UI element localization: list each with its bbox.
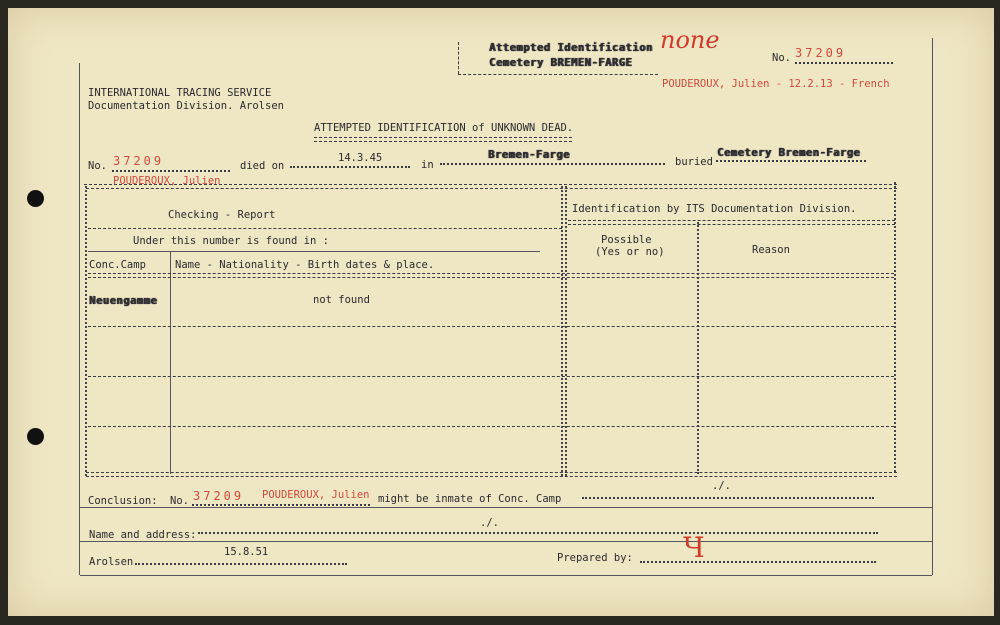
- dotted-line: [192, 504, 370, 506]
- row-line: [88, 277, 894, 278]
- reason-label: Reason: [752, 244, 790, 256]
- dotted-line: [716, 160, 866, 162]
- table-top: [86, 188, 897, 189]
- died-value: 14.3.45: [338, 152, 383, 164]
- possible-label-sub: (Yes or no): [595, 246, 665, 258]
- row-line: [88, 376, 894, 377]
- right-border: [932, 38, 933, 575]
- col-separator: [565, 186, 567, 476]
- table-top: [84, 184, 897, 185]
- row-line: [88, 228, 562, 229]
- conclusion-name: POUDEROUX, Julien: [262, 489, 370, 501]
- dotted-line: [290, 166, 410, 168]
- dotted-line: [582, 497, 874, 499]
- header-box-line2: Cemetery BREMEN-FARGE: [489, 57, 633, 69]
- header-no-value: 37209: [795, 46, 847, 60]
- died-label: died on: [240, 160, 285, 172]
- checking-report: Checking - Report: [168, 209, 276, 221]
- table-bottom: [86, 476, 897, 477]
- conclusion-value: ./.: [712, 480, 731, 492]
- dotted-line: [198, 532, 878, 534]
- under-number: Under this number is found in :: [133, 235, 329, 247]
- row-line: [568, 220, 895, 221]
- dotted-line: [640, 561, 876, 563]
- bottom-border: [80, 575, 932, 576]
- left-border: [79, 63, 80, 575]
- table-left: [85, 186, 87, 476]
- name-address-value: ./.: [480, 517, 499, 529]
- possible-label: Possible: [601, 234, 652, 246]
- row-line: [88, 426, 894, 427]
- identification-header: Identification by ITS Documentation Division.: [572, 203, 857, 215]
- divider: [80, 507, 932, 508]
- table-right: [894, 182, 896, 472]
- col-name-header: Name - Nationality - Birth dates & place.: [175, 259, 435, 271]
- header-box-left: [458, 42, 459, 74]
- dotted-line: [440, 163, 665, 165]
- conclusion-label: Conclusion:: [88, 495, 158, 507]
- dotted-line: [795, 62, 893, 64]
- prepared-label: Prepared by:: [557, 552, 633, 564]
- conclusion-no-label: No.: [170, 495, 189, 507]
- record-no-label: No.: [88, 160, 107, 172]
- record-no-value: 37209: [113, 154, 165, 168]
- buried-value: Cemetery Bremen-Farge: [717, 147, 861, 159]
- col-camp-header: Conc.Camp: [89, 259, 146, 271]
- org-line2: Documentation Division. Arolsen: [88, 100, 284, 112]
- dotted-line: [135, 563, 347, 565]
- row-line: [88, 326, 894, 327]
- person-line: POUDEROUX, Julien - 12.2.13 - French: [662, 78, 890, 90]
- row1-name: not found: [313, 294, 370, 306]
- row1-camp: Neuengamme: [89, 295, 158, 307]
- in-value: Bremen-Farge: [488, 149, 570, 161]
- in-label: in: [421, 159, 434, 171]
- col-separator: [697, 222, 699, 474]
- dotted-line: [112, 170, 230, 172]
- row-line: [568, 224, 895, 225]
- record-name: POUDEROUX, Julien: [113, 175, 221, 187]
- header-box-line1: Attempted Identification: [489, 42, 653, 54]
- conclusion-text: might be inmate of Conc. Camp: [378, 493, 562, 505]
- prepared-mark: Ч: [683, 531, 705, 564]
- table-bottom: [86, 472, 897, 473]
- org-line1: INTERNATIONAL TRACING SERVICE: [88, 87, 272, 99]
- footer-date: 15.8.51: [224, 546, 269, 558]
- divider: [80, 541, 932, 542]
- punch-hole: [27, 428, 44, 445]
- header-no-label: No.: [772, 52, 791, 64]
- col-separator: [170, 252, 171, 474]
- col-separator: [561, 186, 563, 476]
- title-underline: [314, 137, 572, 138]
- name-address-label: Name and address:: [89, 529, 197, 541]
- footer-city: Arolsen: [89, 556, 134, 568]
- buried-label: buried: [675, 156, 713, 168]
- conclusion-no-value: 37209: [193, 489, 245, 503]
- row-line: [88, 251, 540, 252]
- punch-hole: [27, 190, 44, 207]
- title-underline: [314, 141, 572, 142]
- row-line: [88, 273, 894, 274]
- form-title: ATTEMPTED IDENTIFICATION of UNKNOWN DEAD.: [314, 122, 574, 134]
- header-box-bottom: [458, 74, 658, 75]
- handwritten-note: none: [660, 26, 720, 54]
